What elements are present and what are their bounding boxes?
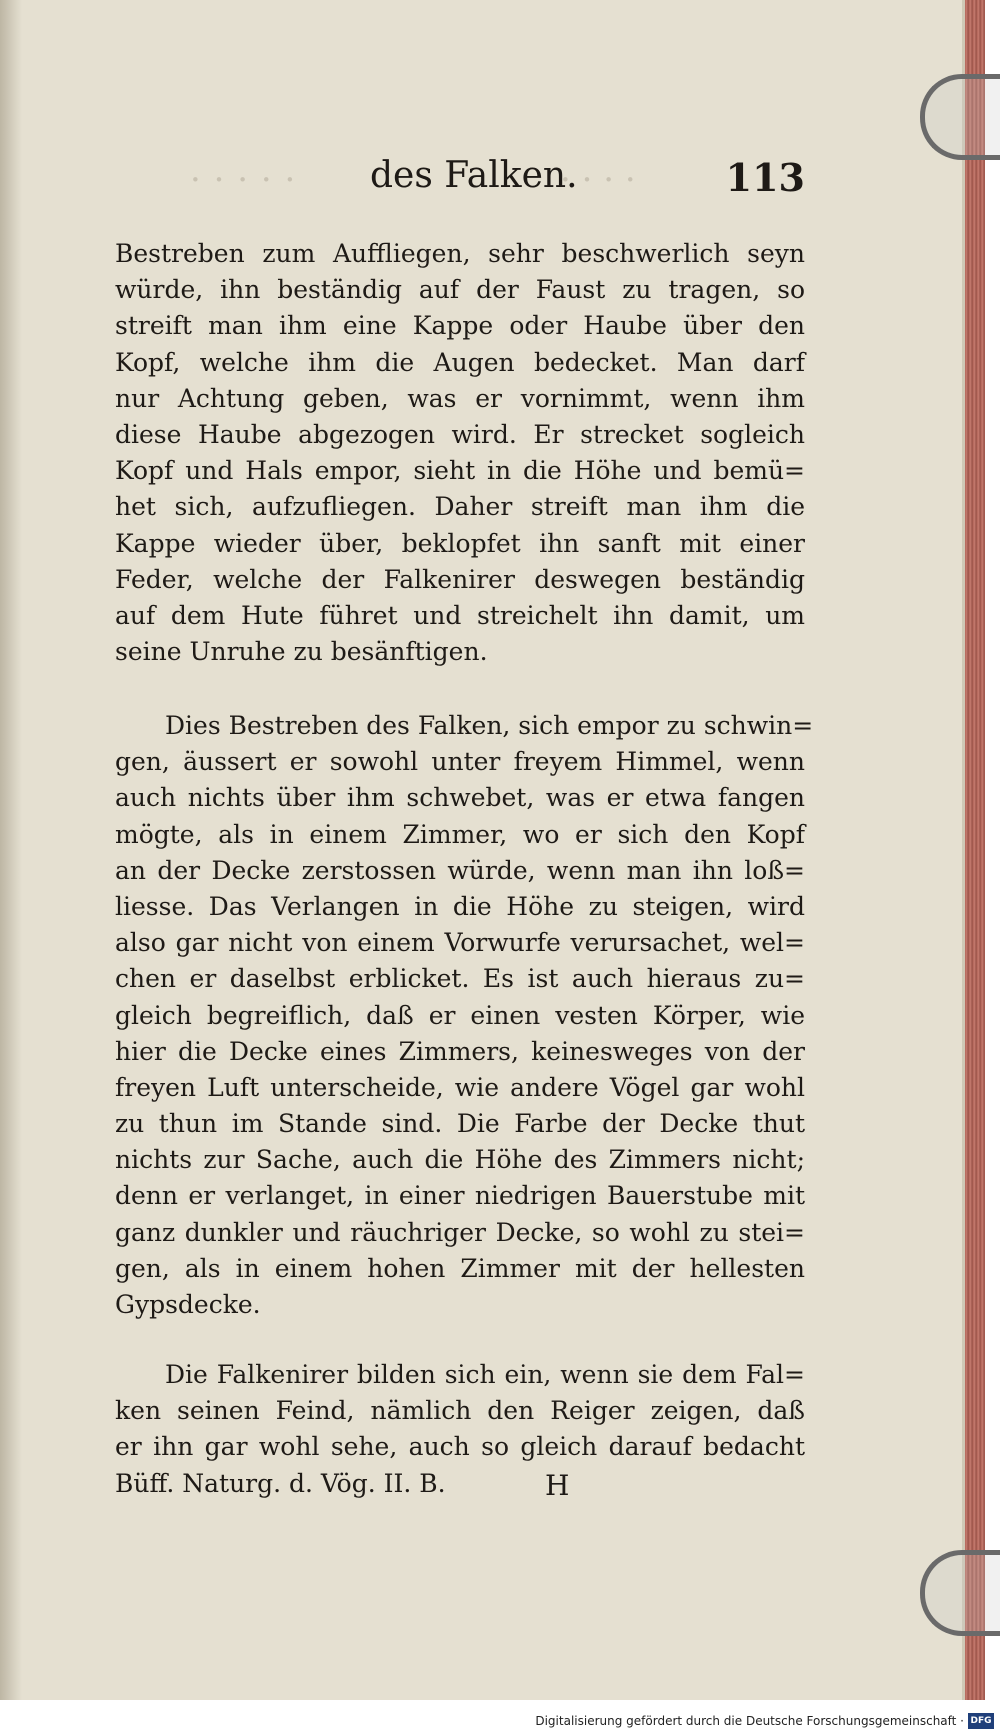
text-line: also gar nicht von einem Vorwurfe verursachet, wel= — [115, 928, 805, 958]
text-line: chen er daselbst erblicket. Es ist auch hieraus zu= — [115, 964, 805, 994]
text-line: auf dem Hute führet und streichelt ihn damit, um — [115, 600, 805, 630]
text-line: het sich, aufzufliegen. Daher streift man ihm die — [115, 492, 805, 522]
text-line: gen, als in einem hohen Zimmer mit der hellesten — [115, 1253, 805, 1283]
text-line: liesse. Das Verlangen in die Höhe zu steigen, wird — [115, 891, 805, 921]
clasp-icon — [920, 74, 1000, 160]
paragraph — [115, 1357, 805, 1466]
text-line: mögte, als in einem Zimmer, wo er sich den Kopf — [115, 819, 805, 849]
text-line: Gypsdecke. — [115, 1290, 261, 1319]
bleed-through-text: · · · · · — [190, 160, 297, 200]
text-line: Feder, welche der Falkenirer deswegen beständig — [115, 564, 805, 594]
signature-mark: Büff. Naturg. d. Vög. II. B. — [115, 1469, 446, 1498]
text-line: ken seinen Feind, nämlich den Reiger zeigen, daß — [115, 1396, 805, 1426]
footer — [0, 1710, 1000, 1736]
text-line: nichts zur Sache, auch die Höhe des Zimmers nicht; — [115, 1145, 805, 1175]
signature-line — [115, 1469, 805, 1509]
gutter-shadow — [0, 0, 22, 1700]
clasp-icon — [920, 1550, 1000, 1636]
footer-credit: Digitalisierung gefördert durch die Deutsche Forschungsgemeinschaft · — [535, 1714, 964, 1728]
text-line: Kopf, welche ihm die Augen bedecket. Man darf — [115, 347, 805, 377]
text-line: streift man ihm eine Kappe oder Haube über den — [115, 311, 805, 341]
text-line: gen, äussert er sowohl unter freyem Himmel, wenn — [115, 747, 805, 777]
text-line: er ihn gar wohl sehe, auch so gleich darauf bedacht — [115, 1432, 805, 1462]
text-line: Dies Bestreben des Falken, sich empor zu schwin= — [165, 711, 814, 740]
text-line: würde, ihn beständig auf der Faust zu tragen, so — [115, 275, 805, 305]
text-line: Die Falkenirer bilden sich ein, wenn sie dem Fal= — [165, 1360, 805, 1389]
text-line: Kopf und Hals empor, sieht in die Höhe und bemü= — [115, 456, 805, 486]
text-line: denn er verlanget, in einer niedrigen Bauerstube mit — [115, 1181, 805, 1211]
text-line: zu thun im Stande sind. Die Farbe der Decke thut — [115, 1109, 805, 1139]
text-line: an der Decke zerstossen würde, wenn man ihn loß= — [115, 855, 805, 885]
text-line: nur Achtung geben, was er vornimmt, wenn ihm — [115, 383, 805, 413]
text-line: seine Unruhe zu besänftigen. — [115, 637, 488, 667]
text-line: gleich begreiflich, daß er einen vesten Körper, wie — [115, 1000, 805, 1030]
text-line: Bestreben zum Auffliegen, sehr beschwerlich seyn — [115, 239, 805, 268]
text-line: ganz dunkler und räuchriger Decke, so wohl zu stei= — [115, 1217, 805, 1247]
bleed-through-text: · · · · — [560, 160, 636, 200]
running-head-title: des Falken. — [370, 155, 578, 196]
page-edge — [965, 0, 985, 1700]
text-line: hier die Decke eines Zimmers, keinesweges von der — [115, 1036, 805, 1066]
page-number: 113 — [725, 155, 805, 200]
paragraph — [115, 708, 814, 1323]
text-line: diese Haube abgezogen wird. Er strecket sogleich — [115, 419, 805, 449]
gathering-mark: H — [545, 1469, 570, 1502]
text-line: auch nichts über ihm schwebet, was er etwa fangen — [115, 783, 805, 813]
text-line: freyen Luft unterscheide, wie andere Vögel gar wohl — [115, 1072, 805, 1102]
paragraph — [115, 236, 805, 670]
running-head — [115, 155, 805, 203]
text-line: Kappe wieder über, beklopfet ihn sanft mit einer — [115, 528, 805, 558]
dfg-logo-icon: DFG — [968, 1713, 994, 1729]
